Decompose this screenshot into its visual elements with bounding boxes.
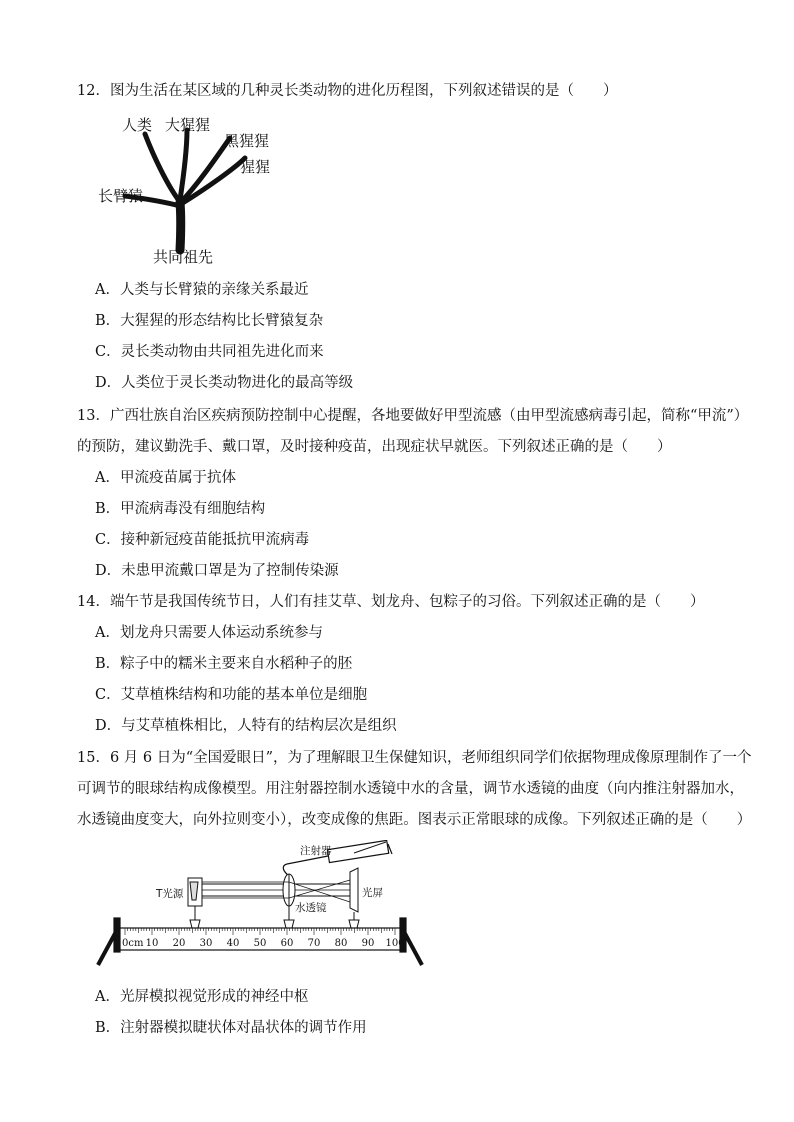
- light-screen-label: 光屏: [362, 887, 383, 899]
- tree-label-gibbon: 长臂猿: [98, 187, 144, 205]
- trunk: [180, 202, 181, 250]
- ruler-label: 0cm: [122, 938, 144, 949]
- q15-stem-line-1: 15．6 月 6 日为“全国爱眼日”，为了理解眼卫生保健知识，老师组织同学们依据物理成像原理制作了一个: [77, 750, 752, 766]
- q14-option-d[interactable]: D．与艾草植株相比，人特有的结构层次是组织: [95, 718, 397, 734]
- ruler-label: 30: [199, 938, 213, 949]
- q14-stem: 14．端午节是我国传统节日，人们有挂艾草、划龙舟、包粽子的习俗。下列叙述正确的是（ ）: [77, 594, 705, 610]
- q13-option-d[interactable]: D．未患甲流戴口罩是为了控制传染源: [95, 563, 339, 579]
- syringe-label: 注射器: [300, 845, 332, 857]
- q12-option-b[interactable]: B．大猩猩的形态结构比长臂猿复杂: [95, 313, 324, 329]
- ruler-label: 80: [334, 938, 348, 949]
- evolution-tree-figure: [95, 110, 285, 270]
- tree-label-common-ancestor: 共同祖先: [153, 248, 214, 266]
- q15-option-b[interactable]: B．注射器模拟睫状体对晶状体的调节作用: [95, 1020, 367, 1036]
- ruler-label: 100: [385, 938, 405, 949]
- water-lens-label: 水透镜: [295, 902, 327, 914]
- tree-label-chimpanzee: 黑猩猩: [224, 132, 270, 150]
- light-source-label: T光源: [156, 888, 184, 900]
- q13-stem-line-1: 13．广西壮族自治区疾病预防控制中心提醒，各地要做好甲型流感（由甲型流感病毒引起，简称“甲流”）: [77, 408, 749, 424]
- q15-option-a[interactable]: A．光屏模拟视觉形成的神经中枢: [95, 989, 309, 1005]
- q13-option-b[interactable]: B．甲流病毒没有细胞结构: [95, 501, 266, 517]
- tree-label-orangutan: 猩猩: [240, 158, 271, 176]
- q12-option-c[interactable]: C．灵长类动物由共同祖先进化而来: [95, 344, 324, 360]
- ruler-label: 70: [307, 938, 321, 949]
- q14-option-a[interactable]: A．划龙舟只需要人体运动系统参与: [95, 625, 323, 641]
- q14-option-b[interactable]: B．粽子中的糯米主要来自水稻种子的胚: [95, 656, 353, 672]
- eye-model-figure: [92, 840, 437, 975]
- branch-human: [145, 134, 180, 202]
- q14-option-c[interactable]: C．艾草植株结构和功能的基本单位是细胞: [95, 687, 368, 703]
- ruler-label: 60: [280, 938, 294, 949]
- q12-stem: 12．图为生活在某区域的几种灵长类动物的进化历程图，下列叙述错误的是（ ）: [77, 83, 618, 99]
- ruler-label: 10: [145, 938, 159, 949]
- ruler-label: 50: [253, 938, 267, 949]
- light-source: [188, 878, 202, 906]
- q13-option-c[interactable]: C．接种新冠疫苗能抵抗甲流病毒: [95, 532, 310, 548]
- water-lens: [283, 874, 295, 906]
- ruler-label: 90: [361, 938, 375, 949]
- ruler-label: 20: [172, 938, 186, 949]
- eye-model-svg: [92, 840, 437, 975]
- ruler-label: 40: [226, 938, 240, 949]
- q12-option-a[interactable]: A．人类与长臂猿的亲缘关系最近: [95, 282, 309, 298]
- light-screen: [350, 868, 358, 912]
- evolution-tree-svg: [95, 110, 285, 270]
- q15-stem-line-2: 可调节的眼球结构成像模型。用注射器控制水透镜中水的含量，调节水透镜的曲度（向内推注射器加水，: [77, 781, 744, 797]
- q12-option-d[interactable]: D．人类位于灵长类动物进化的最高等级: [95, 375, 354, 391]
- stands: [190, 906, 359, 928]
- tree-label-human: 人类: [122, 116, 153, 134]
- tree-label-gorilla: 大猩猩: [165, 116, 211, 134]
- branch-gorilla: [180, 130, 187, 200]
- q15-stem-line-2: 水透镜曲度变大，向外拉则变小），改变成像的焦距。图表示正常眼球的成像。下列叙述正确的是（ ）: [77, 812, 752, 828]
- q13-option-a[interactable]: A．甲流疫苗属于抗体: [95, 470, 236, 486]
- q13-stem-line-2: 的预防，建议勤洗手、戴口罩，及时接种疫苗，出现症状早就医。下列叙述正确的是（ ）: [77, 439, 672, 455]
